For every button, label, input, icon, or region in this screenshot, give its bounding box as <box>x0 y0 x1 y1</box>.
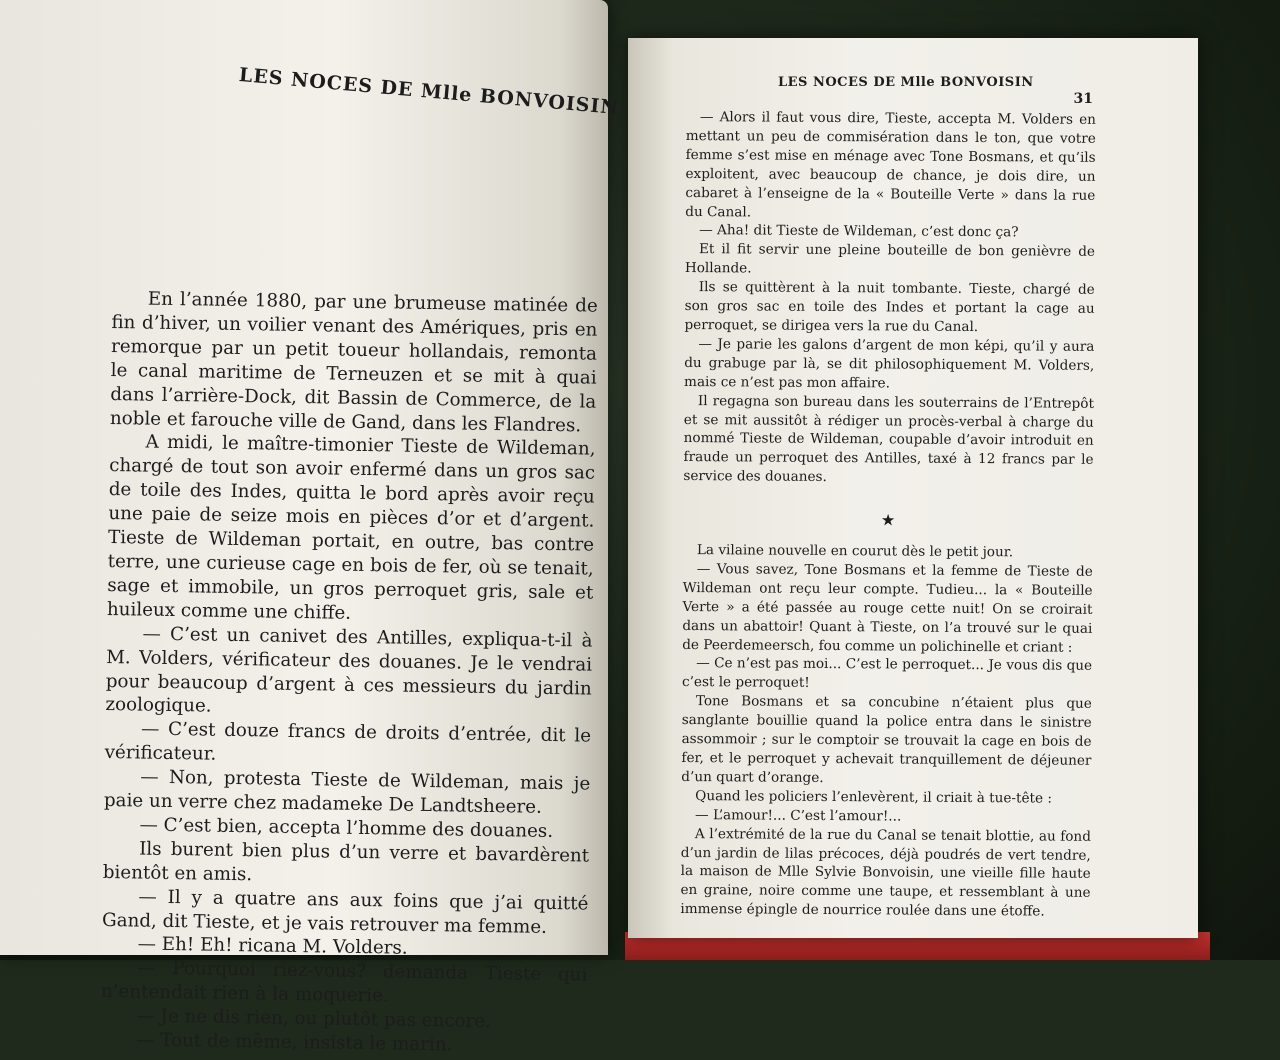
paragraph: La vilaine nouvelle en courut dès le petit jour. <box>696 542 1014 561</box>
paragraph: — Vous savez, Tone Bosmans et la femme de Tieste de Wildeman ont reçu leur compte. Tudieu... la « Bouteille Verte » a été passée au rouge cette nuit! On se croirait dans un abattoir! Quant à Tieste, on l’a trouvé sur le quai de Peerdemeersch, fou comme un polichinelle et criant : <box>682 561 1093 656</box>
paragraph: Et il fit servir une pleine bouteille de bon genièvre de Hollande. <box>684 241 1096 277</box>
paragraph: Tone Bosmans et sa concubine n’étaient plus que sanglante bouillie quand la police entra dans le sinistre assommoir ; sur le comptoir se trouvait la cage en bois de fer, et le perroquet y achevait tranquillement de déjeuner d’un quart d’orange. <box>681 693 1092 786</box>
paragraph: — Je parie les galons d’argent de mon képi, qu’il y aura du grabuge par là, se dit philosophiquement M. Volders, mais ce n’est pas mon affaire. <box>684 335 1095 392</box>
right-page <box>628 38 1198 938</box>
paragraph: A midi, le maître-timonier Tieste de Wildeman, chargé de tout son avoir enfermé dans un gros sac de toile des Indes, quitta le bord après avoir reçu une paie de seize mois en pièces d’or et d’argent. Tieste de Wildeman portait, en outre, bas contre terre, une curieuse cage en bois de fer, où se tenait, sage et immobile, un gros perroquet gris, sale et huileux comme une chiffe. <box>106 431 596 624</box>
paragraph: — Il y a quatre ans aux foins que j’ai quitté Gand, dit Tieste, et je vais retrouver ma femme. <box>101 886 589 938</box>
running-head: LES NOCES DE Mlle BONVOISIN <box>778 75 1034 90</box>
chapter-title: LES NOCES DE Mlle BONVOISIN <box>238 64 620 120</box>
paragraph: — Ce n’est pas moi... C’est le perroquet... Je vous dis que c’est le perroquet! <box>681 655 1093 692</box>
paragraph: Ils burent bien plus d’un verre et bavardèrent bientôt en amis. <box>102 838 590 886</box>
paragraph: — Je ne dis rien, ou plutôt pas encore. <box>136 1005 492 1033</box>
paragraph: — C’est un canivet des Antilles, expliqua-t-il à M. Volders, vérificateur des douanes. Je le vendrai pour beaucoup d’argent à ces messieurs du jardin zoologique. <box>105 623 593 718</box>
paragraph: — Non, protesta Tieste de Wildeman, mais je paie un verre chez madameke De Landtsheere. <box>103 766 591 818</box>
paragraph: — Pourquoi riez-vous? demanda Tieste qui n’entendait rien à la moquerie. <box>100 957 588 1007</box>
left-page-body <box>100 287 598 1060</box>
section-two <box>680 541 1093 922</box>
left-page <box>0 0 620 1056</box>
right-page-body <box>680 108 1096 922</box>
paragraph: En l’année 1880, par une brumeuse matinée de fin d’hiver, un voilier venant des Amériques, pris en remorque par un petit toueur hollandais, remonta le canal maritime de Terneuzen et se mit à quai dans l’arrière-Dock, dit Bassin de Commerce, de la noble et farouche ville de Gand, dans les Flandres. <box>109 288 598 436</box>
paragraph: Il regagna son bureau dans les souterrains de l’Entrepôt et se mit aussitôt à rédiger un procès-verbal à charge du nommé Tieste de Wildeman, coupable d’avoir introduit en fraude un perroquet des Antilles, taxé à 12 francs par le service des douanes. <box>683 392 1095 486</box>
section-one <box>683 108 1096 489</box>
paragraph: — L’amour!... C’est l’amour!... <box>695 806 902 825</box>
paragraph: Quand les policiers l’enlevèrent, il criait à tue-tête : <box>695 787 1052 807</box>
paragraph: Ils se quittèrent à la nuit tombante. Tieste, chargé de son gros sac en toile des Indes et portant la cage au perroquet, se dirigea vers la rue du Canal. <box>684 279 1095 336</box>
paragraph: — C’est bien, accepta l’homme des douanes. <box>139 814 554 842</box>
paragraph: — Eh! Eh! ricana M. Volders. <box>137 933 408 960</box>
paragraph: — C’est douze francs de droits d’entrée, dit le vérificateur. <box>104 718 592 765</box>
paragraph: — Tout de même, insista le marin. <box>136 1029 453 1056</box>
paragraph: — Aha! dit Tieste de Wildeman, c’est donc ça? <box>699 222 1019 241</box>
page-number: 31 <box>1073 91 1093 107</box>
paragraph: A l’extrémité de la rue du Canal se tenait blottie, au fond d’un jardin de lilas précoces, déjà poudrés de vert tendre, la maison de Mlle Sylvie Bonvoisin, une vieille fille haute en graine, noire comme une taupe, et ressemblant à une immense épingle de nourrice roulée dans une étoffe. <box>680 825 1091 920</box>
section-separator: ★ <box>880 510 896 530</box>
paragraph: — Alors il faut vous dire, Tieste, accepta M. Volders en mettant un peu de commisération dans le ton, que votre femme s’est mise en ménage avec Tone Bosmans, et qu’ils exploitent, avec beaucoup de chance, je dois dire, un cabaret à l’enseigne de la « Bouteille Verte » dans la rue du Canal. <box>685 109 1096 220</box>
